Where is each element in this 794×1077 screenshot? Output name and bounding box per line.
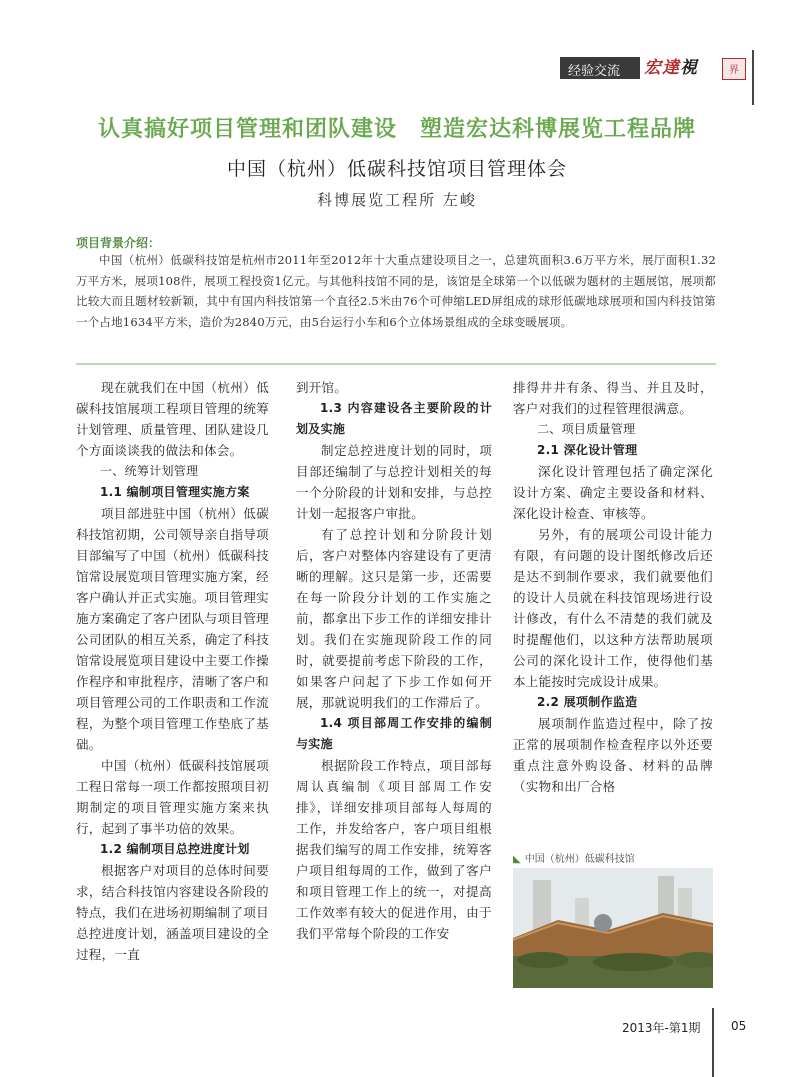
- text-column-2: [296, 377, 492, 944]
- footer-divider: [712, 1008, 714, 1077]
- paragraph: 项目部进驻中国（杭州）低碳科技馆初期，公司领导亲自指导项目部编写了中国（杭州）低碳科技馆常设展览项目管理实施方案，经客户确认并正式实施。项目管理实施方案确定了客户团队与项目管理公司团队的相互关系，确定了科技馆常设展览项目建设中主要工作操作程序和审批程序，清晰了客户和项目管理公司的工作职责和工作流程，为整个项目管理工作垫底了基础。: [76, 506, 269, 752]
- paragraph: 有了总控计划和分阶段计划后，客户对整体内容建设有了更清晰的理解。这只是第一步，还需要在每一阶段分计划的工作实施之前，都拿出下步工作的详细安排计划。我们在实施现阶段工作的同时，就要提前考虑下阶段的工作，如果客户问起了下步工作如何开展，那就说明我们的工作滞后了。: [296, 527, 492, 710]
- article-subtitle: 中国（杭州）低碳科技馆项目管理体会: [226, 158, 567, 180]
- seal-mark: [723, 59, 745, 79]
- paragraph: 排得井井有条、得当、并且及时，客户对我们的过程管理很满意。: [513, 380, 713, 416]
- paragraph: 展项制作监造过程中，除了按正常的展项制作检查程序以外还要重点注意外购设备、材料的品牌（实物和出厂合格: [513, 716, 713, 794]
- section-label-box: [560, 57, 640, 79]
- paragraph: 根据客户对项目的总体时间要求，结合科技馆内容建设各阶段的特点，我们在进场初期编制了项目总控进度计划，涵盖项目建设的全过程，一直: [76, 863, 269, 962]
- section-label: 经验交流: [568, 64, 621, 79]
- building-photo: [513, 868, 713, 988]
- section-header-badge: [560, 57, 750, 79]
- text-column-1: [76, 377, 269, 965]
- subsection-heading: 2.1 深化设计管理: [537, 443, 638, 457]
- paragraph: 另外，有的展项公司设计能力有限，有问题的设计图纸修改后还是达不到制作要求，我们就要他们的设计人员就在科技馆现场进行设计修改，有什么不清楚的我们就及时提醒他们，以这种方法帮助展项公司的深化设计工作，使得他们基本上能按时完成设计成果。: [513, 527, 713, 689]
- section-heading: 二、项目质量管理: [537, 422, 636, 436]
- paragraph: 现在就我们在中国（杭州）低碳科技馆展项工程项目管理的统筹计划管理、质量管理、团队建设几个方面谈谈我的做法和体会。: [76, 380, 269, 458]
- brand-seal-icon: [722, 58, 746, 80]
- background-label: 项目背景介绍：: [76, 236, 161, 250]
- background-text: 中国（杭州）低碳科技馆是杭州市2011年至2012年十大重点建设项目之一，总建筑面积3.6万平方米，展厅面积1.32万平方米，展项108件，展项工程投资1亿元。与其他科技馆不同的是，该馆是全球第一个以低碳为题材的主题展馆，展项都比较大而且题材较新颖，其中有国内科技馆第一个直径2.5米由76个可伸缩LED屏组成的球形低碳地球展项和国内科技馆第一个占地1634平方米，造价为2840万元，由5台运行小车和6个立体场景组成的全球变暖展项。: [76, 253, 716, 329]
- subsection-heading: 2.2 展项制作监造: [537, 695, 638, 709]
- brand-black-text: 視: [680, 58, 698, 78]
- paragraph: 到开馆。: [296, 380, 348, 395]
- paragraph: 制定总控进度计划的同时，项目部还编制了与总控计划相关的每一个分阶段的计划和安排，与总控计划一起报客户审批。: [296, 443, 492, 521]
- caption-arrow-icon: ◣: [513, 854, 521, 865]
- paragraph: 中国（杭州）低碳科技馆展项工程日常每一项工作都按照项目初期制定的项目管理实施方案来执行，起到了事半功倍的效果。: [76, 758, 269, 836]
- subsection-heading: 1.1 编制项目管理实施方案: [100, 485, 250, 499]
- section-heading: 一、统筹计划管理: [100, 464, 199, 478]
- page-number: 05: [731, 1019, 747, 1033]
- magazine-brand: [644, 57, 720, 79]
- caption-text: 中国（杭州）低碳科技馆: [524, 854, 635, 865]
- article-title: 认真搞好项目管理和团队建设 塑造宏达科博展览工程品牌: [97, 117, 696, 142]
- section-divider: [76, 363, 716, 365]
- text-column-3: [513, 377, 713, 797]
- subsection-heading: 1.3 内容建设各主要阶段的计划及实施: [296, 401, 492, 436]
- subsection-heading: 1.4 项目部周工作安排的编制与实施: [296, 716, 492, 751]
- svg-text:界: 界: [729, 65, 739, 76]
- paragraph: 根据阶段工作特点，项目部每周认真编制《项目部周工作安排》，详细安排项目部每人每周的工作，并发给客户，客户项目组根据我们编写的周工作安排，统筹客户项目组每周的工作，做到了客户和项目管理工作上的统一，对提高工作效率有较大的促进作用，由于我们平常每个阶段的工作安: [296, 758, 492, 941]
- photo-caption: [513, 850, 713, 865]
- subsection-heading: 1.2 编制项目总控进度计划: [100, 842, 250, 856]
- issue-label: 2013年-第1期: [622, 1021, 701, 1035]
- building-illustration: [513, 868, 713, 988]
- brand-red-text: 宏達: [644, 58, 680, 78]
- article-author: 科博展览工程所 左峻: [317, 191, 477, 209]
- header-divider: [752, 50, 754, 105]
- paragraph: 深化设计管理包括了确定深化设计方案、确定主要设备和材料、深化设计检查、审核等。: [513, 464, 713, 521]
